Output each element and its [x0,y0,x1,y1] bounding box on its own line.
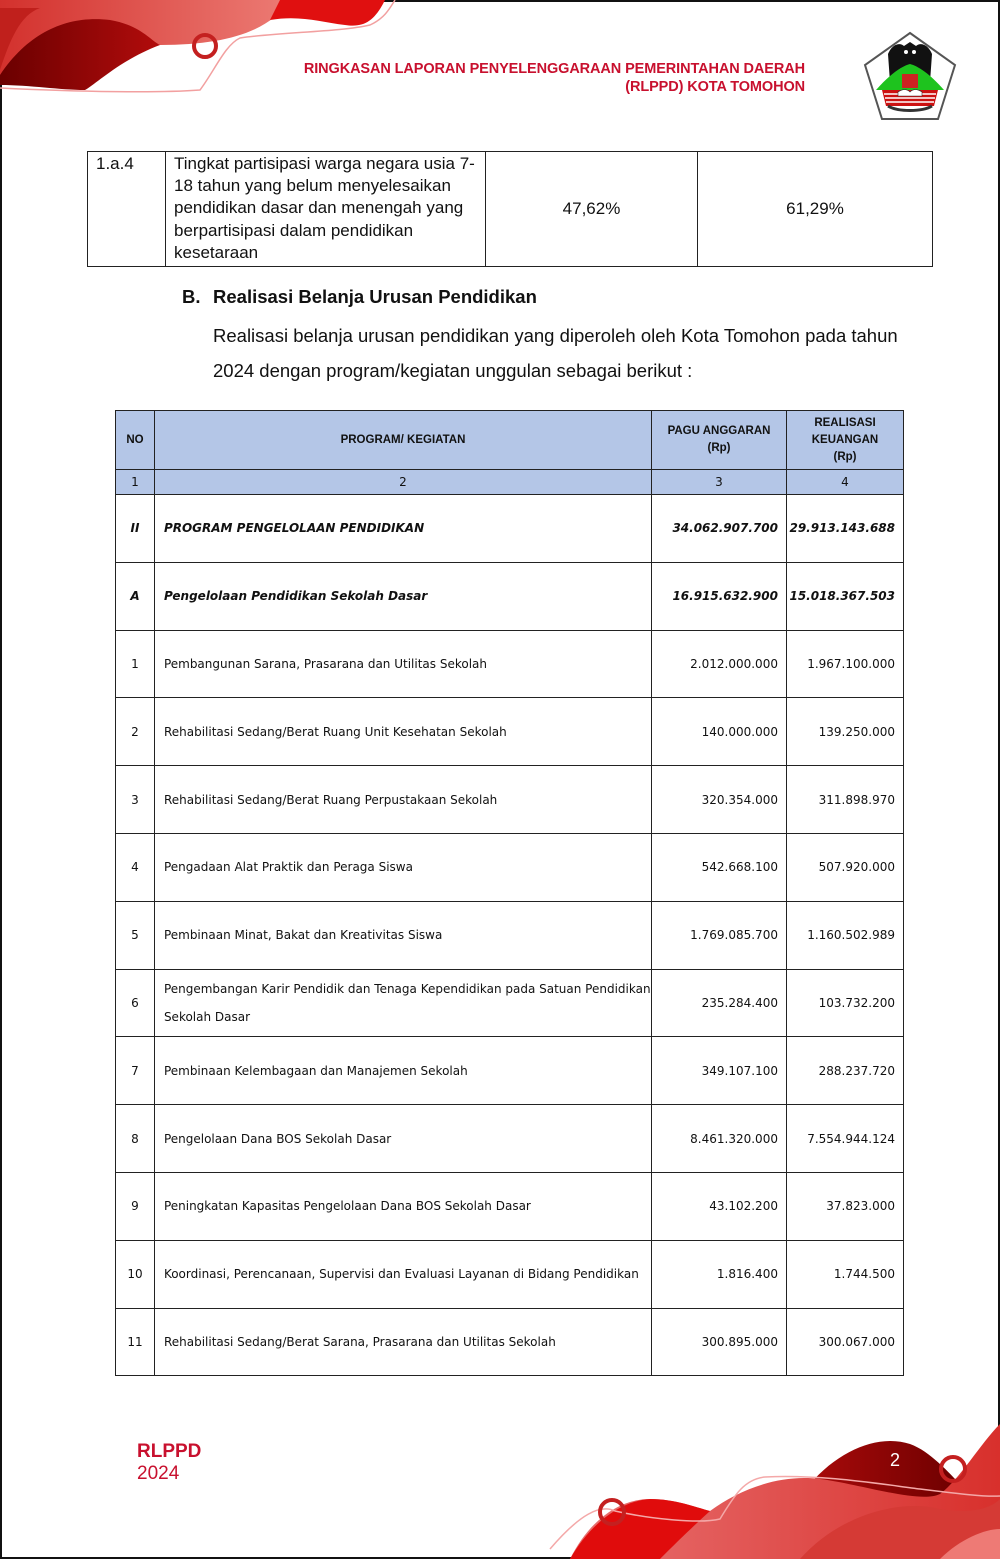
row-program: Rehabilitasi Sedang/Berat Ruang Unit Kesehatan Sekolah [154,698,651,766]
budget-table-body [116,495,904,1376]
header-no: NO [116,411,155,470]
row-realisasi: 37.823.000 [786,1172,903,1240]
header-pagu [652,411,787,470]
row-realisasi: 7.554.944.124 [786,1105,903,1173]
row-pagu: 16.915.632.900 [652,562,787,630]
header-pagu-line2: (Rp) [707,442,731,454]
row-no: 2 [116,698,155,766]
row-no: 11 [116,1308,155,1376]
row-realisasi: 311.898.970 [786,766,903,834]
row-program: Koordinasi, Perencanaan, Supervisi dan Evaluasi Layanan di Bidang Pendidikan [154,1240,651,1308]
row-realisasi: 103.732.200 [786,969,903,1037]
budget-table-row [116,1172,904,1240]
report-title [304,60,805,96]
row-program: Peningkatan Kapasitas Pengelolaan Dana BOS Sekolah Dasar [154,1172,651,1240]
footer-year: 2024 [137,1463,180,1484]
kota-tomohon-emblem-icon [862,30,958,122]
report-title-line2: (RLPPD) KOTA TOMOHON [625,79,805,95]
row-realisasi: 15.018.367.503 [786,562,903,630]
budget-table-row [116,562,904,630]
budget-table-row [116,766,904,834]
row-pagu: 300.895.000 [652,1308,787,1376]
row-realisasi: 300.067.000 [786,1308,903,1376]
row-realisasi: 288.237.720 [786,1037,903,1105]
row-no: 6 [116,969,155,1037]
row-pagu: 1.769.085.700 [652,901,787,969]
indicator-value-1: 47,62% [486,152,698,267]
row-no: 7 [116,1037,155,1105]
budget-table-row [116,1105,904,1173]
footer-report-name: RLPPD [137,1441,202,1462]
row-program: Pengadaan Alat Praktik dan Peraga Siswa [154,833,651,901]
row-pagu: 349.107.100 [652,1037,787,1105]
budget-table-row [116,969,904,1037]
row-realisasi: 29.913.143.688 [786,495,903,563]
row-program: Pengembangan Karir Pendidik dan Tenaga Kependidikan pada Satuan Pendidikan Sekolah Dasar [154,969,651,1037]
row-program: Pembinaan Kelembagaan dan Manajemen Sekolah [154,1037,651,1105]
row-no: 9 [116,1172,155,1240]
section-heading [182,286,537,308]
row-realisasi: 1.160.502.989 [786,901,903,969]
row-program: Pembangunan Sarana, Prasarana dan Utilitas Sekolah [154,630,651,698]
row-pagu: 320.354.000 [652,766,787,834]
row-realisasi: 1.744.500 [786,1240,903,1308]
footer-label [137,1441,201,1485]
section-title: Realisasi Belanja Urusan Pendidikan [213,286,537,307]
row-realisasi: 507.920.000 [786,833,903,901]
budget-table-row [116,901,904,969]
column-number-row [116,470,904,495]
budget-table-row [116,833,904,901]
row-program: Pengelolaan Dana BOS Sekolah Dasar [154,1105,651,1173]
footer-wave-decoration [500,1389,1000,1559]
indicator-table [87,151,933,267]
row-pagu: 140.000.000 [652,698,787,766]
column-number: 3 [652,470,787,495]
header-realisasi-line3: (Rp) [833,450,857,463]
row-program: Rehabilitasi Sedang/Berat Sarana, Prasarana dan Utilitas Sekolah [154,1308,651,1376]
header-realisasi-line2: KEUANGAN [811,433,879,446]
page-number: 2 [890,1450,901,1470]
row-program: PROGRAM PENGELOLAAN PENDIDIKAN [154,495,651,563]
indicator-description: Tingkat partisipasi warga negara usia 7-18 tahun yang belum menyelesaikan pendidikan dasar dan menengah yang berpartisipasi dalam pendidikan kesetaraan [166,152,486,267]
column-number: 4 [786,470,903,495]
row-no: II [116,495,155,563]
row-no: 1 [116,630,155,698]
budget-table [115,410,904,1376]
row-no: 8 [116,1105,155,1173]
row-pagu: 235.284.400 [652,969,787,1037]
row-no: 4 [116,833,155,901]
header-realisasi [786,411,903,470]
row-pagu: 8.461.320.000 [652,1105,787,1173]
budget-table-row [116,630,904,698]
row-pagu: 43.102.200 [652,1172,787,1240]
row-no: A [116,562,155,630]
budget-table-header [116,411,904,470]
row-realisasi: 139.250.000 [786,698,903,766]
section-number: B. [182,286,201,307]
row-pagu: 2.012.000.000 [652,630,787,698]
indicator-value-2: 61,29% [698,152,933,267]
header-realisasi-line1: REALISASI [814,416,876,429]
indicator-row [88,152,933,267]
report-title-line1: RINGKASAN LAPORAN PENYELENGGARAAN PEMERINTAHAN DAERAH [303,61,805,77]
row-pagu: 1.816.400 [652,1240,787,1308]
row-pagu: 542.668.100 [652,833,787,901]
header-pagu-line1: PAGU ANGGARAN [667,425,771,437]
row-pagu: 34.062.907.700 [652,495,787,563]
column-number: 2 [154,470,651,495]
row-program: Pembinaan Minat, Bakat dan Kreativitas Siswa [154,901,651,969]
budget-table-row [116,1240,904,1308]
row-no: 5 [116,901,155,969]
row-program: Pengelolaan Pendidikan Sekolah Dasar [154,562,651,630]
budget-table-row [116,1037,904,1105]
budget-table-row [116,495,904,563]
budget-table-row [116,698,904,766]
row-program: Rehabilitasi Sedang/Berat Ruang Perpustakaan Sekolah [154,766,651,834]
row-no: 3 [116,766,155,834]
header-program: PROGRAM/ KEGIATAN [154,411,651,470]
column-number: 1 [116,470,155,495]
row-no: 10 [116,1240,155,1308]
row-realisasi: 1.967.100.000 [786,630,903,698]
indicator-code: 1.a.4 [88,152,166,267]
section-paragraph: Realisasi belanja urusan pendidikan yang diperoleh oleh Kota Tomohon pada tahun 2024 dengan program/kegiatan unggulan sebagai berikut : [213,325,898,381]
budget-table-row [116,1308,904,1376]
